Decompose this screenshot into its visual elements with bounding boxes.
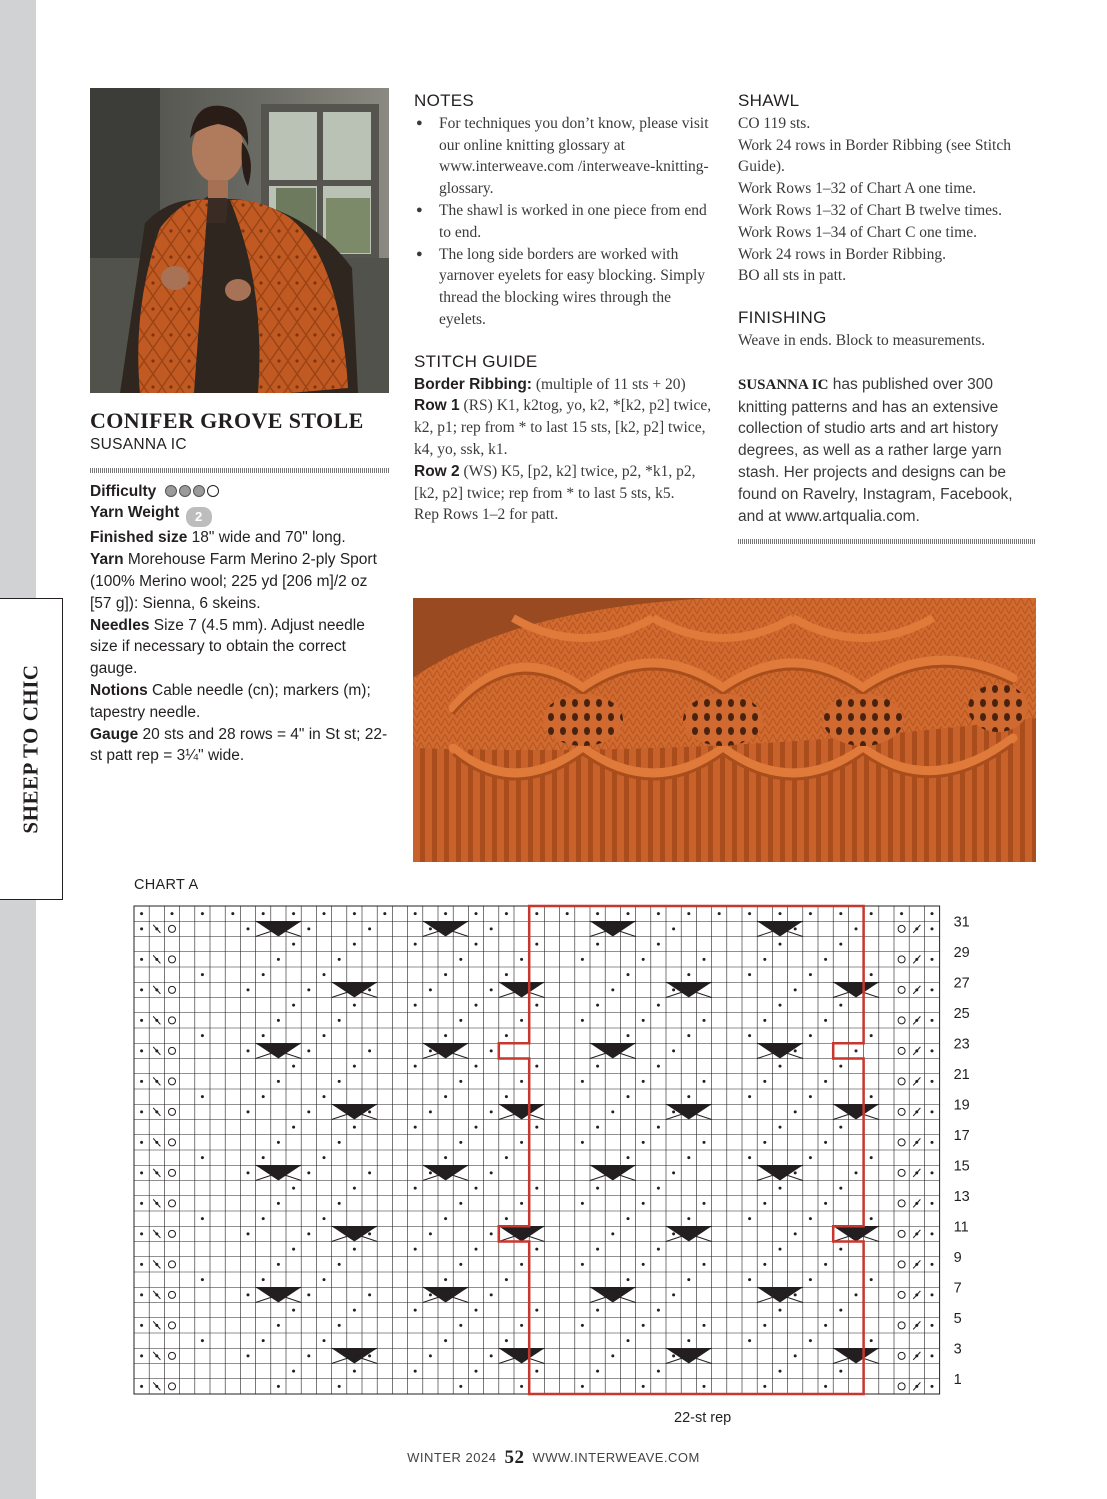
page-footer	[0, 1447, 1107, 1469]
shawl-line: Work Rows 1–32 of Chart B twelve times.	[738, 201, 1002, 219]
row-number: 13	[953, 1188, 970, 1205]
difficulty-dot-empty	[207, 485, 219, 497]
shawl-line: BO all sts in patt.	[738, 267, 847, 285]
difficulty-row	[90, 481, 390, 503]
stitch-guide-heading: STITCH GUIDE	[414, 351, 538, 371]
model-photo	[90, 88, 389, 393]
finishing-text: Weave in ends. Block to measurements.	[738, 331, 986, 349]
finishing-heading: FINISHING	[738, 308, 827, 328]
row-2	[414, 461, 714, 505]
row-number: 19	[953, 1097, 970, 1114]
row-number: 31	[953, 914, 970, 931]
stole-detail-photo	[413, 598, 1036, 862]
spec-label: Yarn	[90, 551, 124, 569]
bio-text: has published over 300 knitting patterns and has an extensive collection of studio arts and art history degrees, as well as a rather large yarn stash. Her projects and designs can be found on Ravelry, Instagram, Facebook, and at www.artqualia.com.	[738, 375, 1013, 525]
row-number: 1	[953, 1371, 962, 1388]
website: WWW.INTERWEAVE.COM	[532, 1450, 700, 1465]
shawl-line: Work Rows 1–34 of Chart C one time.	[738, 223, 977, 241]
shawl-line: CO 119 sts.	[738, 114, 811, 132]
spec-finished-size	[90, 527, 390, 549]
border-ribbing-text: (multiple of 11 sts + 20)	[531, 375, 686, 393]
divider	[90, 468, 390, 473]
designer-name: SUSANNA IC	[90, 435, 187, 453]
spec-label: Needles	[90, 616, 150, 634]
spec-label: Gauge	[90, 725, 139, 743]
shawl-heading: SHAWL	[738, 91, 800, 110]
difficulty-dot-filled	[179, 485, 191, 497]
spec-needles	[90, 615, 390, 680]
section-tab	[0, 598, 63, 900]
row-number: 27	[953, 975, 970, 992]
spec-notions	[90, 680, 390, 724]
spec-gauge	[90, 724, 390, 768]
row-number: 29	[953, 944, 970, 961]
shawl-line: Work 24 rows in Border Ribbing.	[738, 245, 946, 263]
row-1-label: Row 1	[414, 397, 460, 415]
difficulty-rating	[165, 483, 221, 500]
notes-item: ● For techniques you don’t know, please visit our online knitting glossary at www.interweave.com /interweave-knitting-glossary.	[414, 113, 714, 200]
spec-value: Cable needle (cn); markers (m); tapestry needle.	[90, 681, 371, 721]
bio-name: SUSANNA IC	[738, 376, 829, 393]
divider	[738, 539, 1036, 544]
border-ribbing	[414, 374, 714, 396]
row-1-text: (RS) K1, k2tog, yo, k2, *[k2, p2] twice, k2, p1; rep from * to last 15 sts, [k2, p2] twice, k4, yo, ssk, k1.	[414, 397, 712, 458]
pattern-info	[90, 410, 390, 767]
spec-value: 20 sts and 28 rows = 4" in St st; 22-st patt rep = 3¼" wide.	[90, 725, 388, 765]
designer-bio	[738, 374, 1036, 528]
repeat-label: 22-st rep	[674, 1410, 732, 1426]
difficulty-dot-filled	[165, 485, 177, 497]
spec-yarn	[90, 549, 390, 614]
shawl-instructions	[738, 113, 1036, 287]
row-number: 25	[953, 1005, 970, 1022]
chart-a	[0, 880, 1107, 1440]
notes-list	[414, 113, 714, 331]
yarn-weight-label: Yarn Weight	[90, 504, 180, 522]
issue-label: WINTER 2024	[407, 1450, 497, 1465]
section-tab-label: SHEEP TO CHIC	[18, 664, 43, 834]
shawl-line: Work 24 rows in Border Ribbing (see Stitch Guide).	[738, 136, 1011, 176]
yarn-weight-row	[90, 502, 390, 527]
row-2-text: (WS) K5, [p2, k2] twice, p2, *k1, p2, [k2, p2] twice; rep from * to last 5 sts, k5.	[414, 462, 696, 502]
row-number: 5	[953, 1310, 962, 1327]
row-number: 15	[953, 1158, 970, 1175]
spec-label: Finished size	[90, 529, 188, 547]
repeat-note: Rep Rows 1–2 for patt.	[414, 506, 559, 524]
spec-value: 18" wide and 70" long.	[187, 529, 346, 547]
spec-value: Size 7 (4.5 mm). Adjust needle size if necessary to obtain the correct gauge.	[90, 616, 365, 678]
notes-item: ● The long side borders are worked with yarnover eyelets for easy blocking. Simply thread the blocking wires through the eyelets.	[414, 244, 714, 331]
row-number: 9	[953, 1249, 962, 1266]
row-number: 11	[953, 1219, 969, 1236]
pattern-title: CONIFER GROVE STOLE	[90, 408, 364, 433]
chart-title: CHART A	[134, 877, 199, 893]
row-number: 17	[953, 1127, 970, 1144]
instructions-column	[738, 90, 1036, 544]
difficulty-label: Difficulty	[90, 482, 157, 500]
spec-list	[90, 527, 390, 767]
yarn-weight-icon: 2	[186, 507, 212, 527]
row-number: 23	[953, 1036, 970, 1053]
row-1	[414, 395, 714, 460]
row-number: 7	[953, 1280, 962, 1297]
row-2-label: Row 2	[414, 462, 460, 480]
row-number: 21	[953, 1066, 970, 1083]
spec-label: Notions	[90, 681, 148, 699]
notes-heading: NOTES	[414, 91, 475, 110]
page-number: 52	[504, 1447, 525, 1468]
notes-column	[414, 90, 714, 526]
spec-value: Morehouse Farm Merino 2-ply Sport (100% Merino wool; 225 yd [206 m]/2 oz [57 g]): Sienna, 6 skeins.	[90, 551, 377, 612]
row-number: 3	[953, 1341, 962, 1358]
difficulty-dot-filled	[193, 485, 205, 497]
notes-item: ● The shawl is worked in one piece from end to end.	[414, 200, 714, 244]
border-ribbing-label: Border Ribbing:	[414, 375, 532, 393]
shawl-line: Work Rows 1–32 of Chart A one time.	[738, 180, 977, 198]
